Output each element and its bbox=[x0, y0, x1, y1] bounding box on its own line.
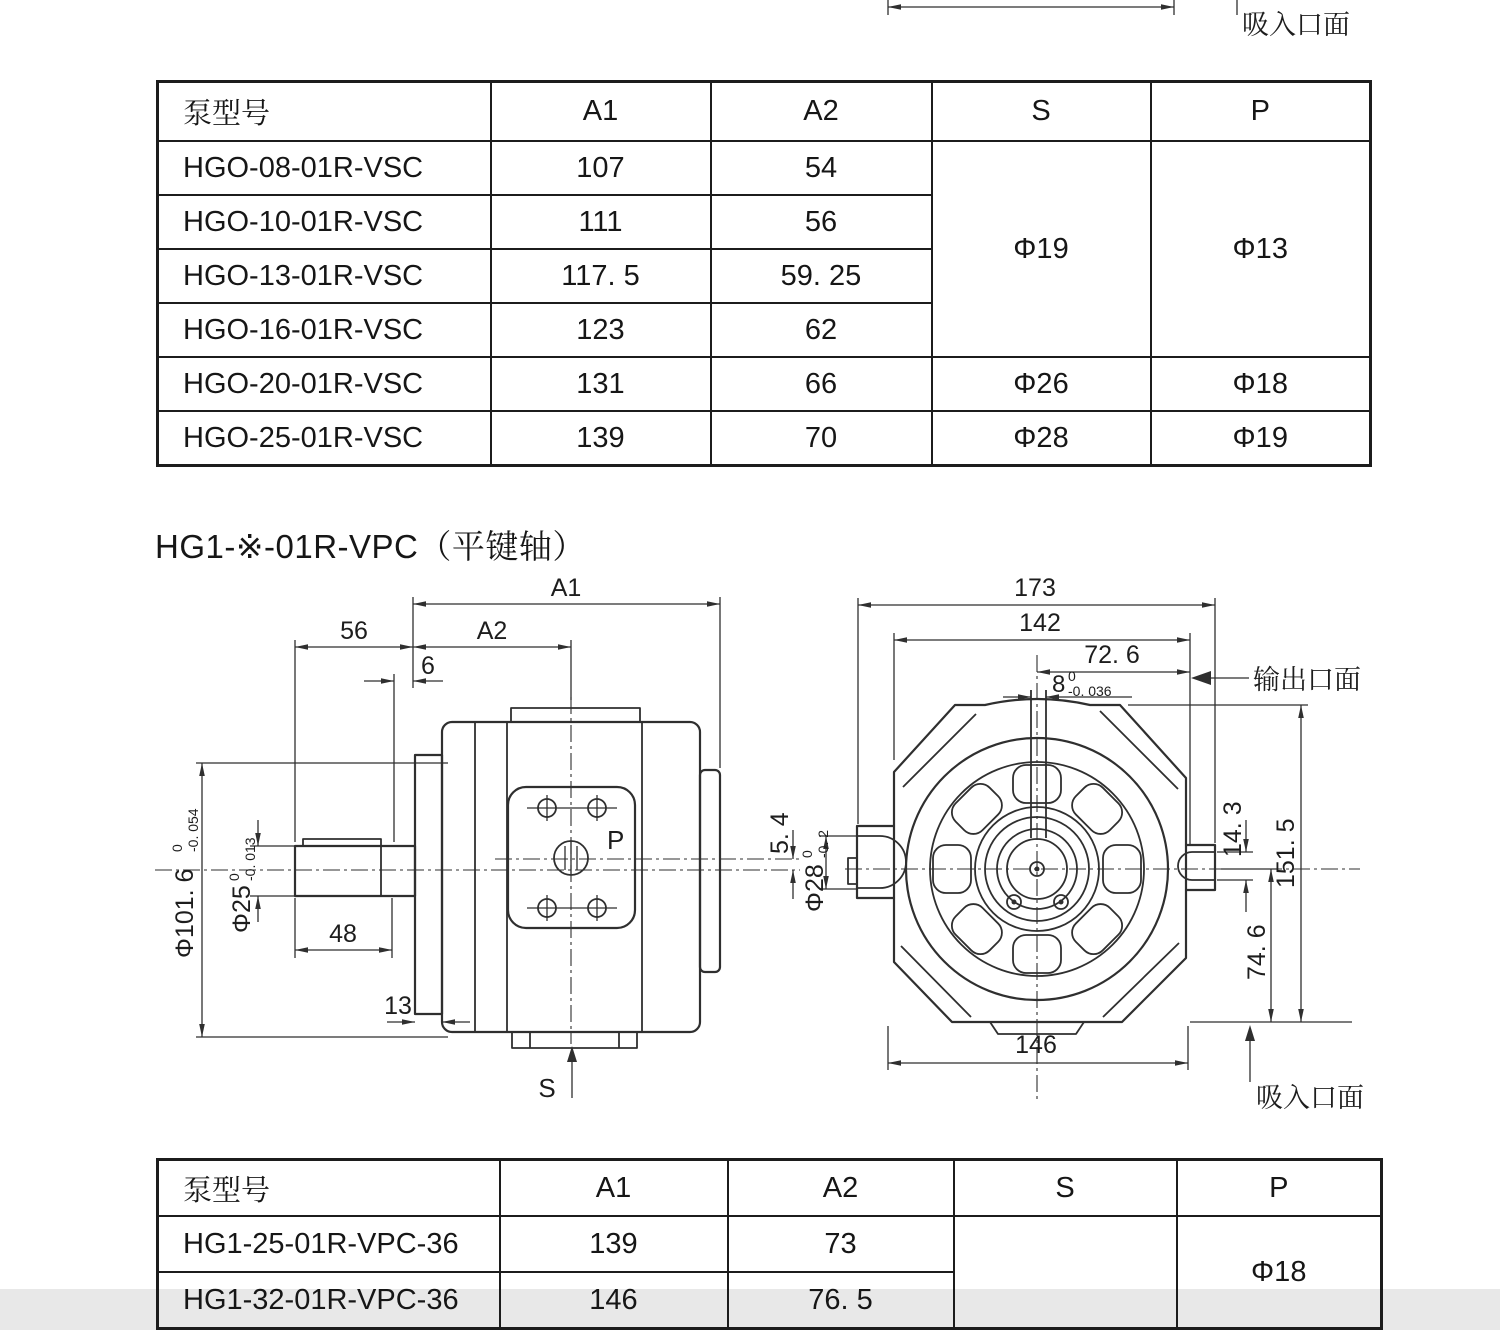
suction-direction-arrow bbox=[567, 1046, 577, 1098]
cell-s: Φ26 bbox=[932, 357, 1151, 411]
dim-6-label: 6 bbox=[421, 652, 435, 680]
cell-a2: 54 bbox=[711, 141, 932, 195]
dim-146-label: 146 bbox=[1015, 1031, 1057, 1059]
bolt-holes bbox=[527, 795, 617, 921]
cell-model: HGO-10-01R-VSC bbox=[158, 195, 491, 249]
dim-a1-label: A1 bbox=[550, 574, 582, 602]
cell-a2: 76. 5 bbox=[728, 1272, 954, 1329]
cell-a1: 146 bbox=[500, 1272, 728, 1329]
top-figure-fragment bbox=[850, 0, 1400, 46]
spec-table-vsc bbox=[156, 80, 1372, 467]
dim-48-label: 48 bbox=[329, 920, 357, 948]
dim-5-4-label: 5. 4 bbox=[766, 812, 794, 854]
table-row bbox=[158, 141, 1371, 195]
cell-a1: 107 bbox=[491, 141, 711, 195]
dia-101-tol-lower: -0. 054 bbox=[185, 808, 201, 852]
port-p-label: P bbox=[607, 825, 625, 855]
cell-p: Φ18 bbox=[1151, 357, 1371, 411]
cell-model: HGO-25-01R-VSC bbox=[158, 411, 491, 466]
table-header-row bbox=[158, 1160, 1382, 1217]
col-header-model: 泵型号 bbox=[158, 1160, 500, 1217]
cell-s-merged: Φ19 bbox=[932, 141, 1151, 357]
dia-28-tol-lower: -0. 2 bbox=[815, 829, 831, 858]
dia-28-label: Φ28 bbox=[801, 864, 829, 912]
dim-151-5-label: 151. 5 bbox=[1272, 818, 1300, 888]
cell-model: HGO-13-01R-VSC bbox=[158, 249, 491, 303]
dim-a2-label: A2 bbox=[476, 617, 508, 645]
cell-model: HGO-16-01R-VSC bbox=[158, 303, 491, 357]
col-header-a1: A1 bbox=[491, 82, 711, 142]
cell-model: HG1-25-01R-VPC-36 bbox=[158, 1216, 500, 1272]
shaft bbox=[295, 839, 415, 896]
cropped-dimension-line bbox=[888, 0, 1237, 15]
col-header-a2: A2 bbox=[728, 1160, 954, 1217]
dim-151-5-label-group bbox=[1272, 818, 1300, 888]
dim-72-6-label: 72. 6 bbox=[1084, 641, 1140, 669]
cell-a1: 139 bbox=[500, 1216, 728, 1272]
dia-101-label-group bbox=[169, 808, 201, 958]
output-face-label: 输出口面 bbox=[1253, 665, 1361, 695]
dia-25-label: Φ25 bbox=[228, 885, 256, 933]
cell-a2: 70 bbox=[711, 411, 932, 466]
spec-table-vpc bbox=[156, 1158, 1383, 1330]
cell-p-merged: Φ18 bbox=[1177, 1216, 1382, 1329]
cell-a2: 62 bbox=[711, 303, 932, 357]
dim-74-6-label-group bbox=[1243, 924, 1271, 980]
pump-body-outline bbox=[442, 708, 720, 1048]
dia-25-tol-upper: 0 bbox=[226, 873, 242, 881]
cell-model: HG1-32-01R-VPC-36 bbox=[158, 1272, 500, 1329]
col-header-p: P bbox=[1177, 1160, 1382, 1217]
cell-s: Φ28 bbox=[932, 411, 1151, 466]
key-8-tol-lower: -0. 036 bbox=[1068, 683, 1112, 699]
col-header-s: S bbox=[954, 1160, 1177, 1217]
dim-14-3-label-group bbox=[1219, 801, 1247, 857]
port-s-label: S bbox=[538, 1073, 556, 1103]
keyway-lines bbox=[1031, 690, 1046, 838]
table-row bbox=[158, 357, 1371, 411]
cell-model: HGO-08-01R-VSC bbox=[158, 141, 491, 195]
dia-25-tol-lower: -0. 013 bbox=[242, 837, 258, 881]
section-heading: HG1-※-01R-VPC（平键轴） bbox=[155, 528, 586, 565]
left-mounting-ear bbox=[848, 826, 906, 898]
col-header-a1: A1 bbox=[500, 1160, 728, 1217]
cell-a1: 123 bbox=[491, 303, 711, 357]
col-header-a2: A2 bbox=[711, 82, 932, 142]
key-8-tol-upper: 0 bbox=[1068, 668, 1076, 684]
dia-101-label: Φ101. 6 bbox=[171, 868, 199, 958]
col-header-s: S bbox=[932, 82, 1151, 142]
col-header-p: P bbox=[1151, 82, 1371, 142]
dia-28-tol-upper: 0 bbox=[799, 850, 815, 858]
dim-56-label: 56 bbox=[340, 617, 368, 645]
cell-a2: 56 bbox=[711, 195, 932, 249]
dim-74-6-label: 74. 6 bbox=[1243, 924, 1271, 980]
col-header-model: 泵型号 bbox=[158, 82, 491, 142]
cell-model: HGO-20-01R-VSC bbox=[158, 357, 491, 411]
dim-13-label: 13 bbox=[384, 992, 412, 1020]
cell-a2: 59. 25 bbox=[711, 249, 932, 303]
cell-a1: 117. 5 bbox=[491, 249, 711, 303]
cell-a2: 73 bbox=[728, 1216, 954, 1272]
cell-a2: 66 bbox=[711, 357, 932, 411]
cell-p: Φ19 bbox=[1151, 411, 1371, 466]
table-header-row bbox=[158, 82, 1371, 142]
center-port-hole bbox=[554, 841, 588, 875]
dia-25-label-group bbox=[226, 837, 258, 933]
dia-28-label-group bbox=[799, 830, 831, 912]
output-face-arrow bbox=[1191, 671, 1249, 685]
suction-face-label: 吸入口面 bbox=[1256, 1083, 1364, 1113]
right-mounting-ear bbox=[1178, 845, 1215, 890]
pump-front-view-drawing bbox=[780, 575, 1380, 1135]
dia-101-tol-upper: 0 bbox=[169, 844, 185, 852]
mounting-flange bbox=[415, 755, 442, 1014]
suction-face-label-top: 吸入口面 bbox=[1242, 10, 1350, 40]
table-row bbox=[158, 1216, 1382, 1272]
cell-a1: 139 bbox=[491, 411, 711, 466]
dim-173-label: 173 bbox=[1014, 574, 1056, 602]
pump-body-outline bbox=[894, 699, 1186, 1034]
cell-s-merged bbox=[954, 1216, 1177, 1329]
key-8-label: 8 bbox=[1052, 671, 1066, 698]
dim-14-3-label: 14. 3 bbox=[1219, 801, 1247, 857]
dim-142-label: 142 bbox=[1019, 609, 1061, 637]
cell-a1: 111 bbox=[491, 195, 711, 249]
pump-side-view-drawing bbox=[140, 575, 810, 1135]
cell-p-merged: Φ13 bbox=[1151, 141, 1371, 357]
suction-face-arrow bbox=[1245, 1025, 1255, 1082]
table-row bbox=[158, 411, 1371, 466]
cell-a1: 131 bbox=[491, 357, 711, 411]
